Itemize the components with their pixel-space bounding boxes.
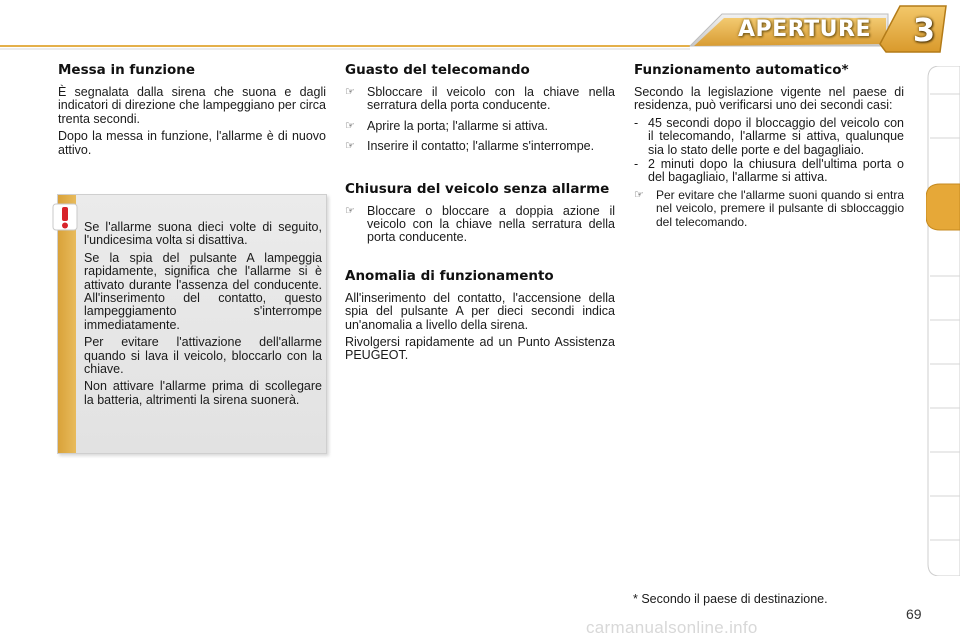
pointing-hand-icon: ☞ bbox=[345, 119, 355, 132]
paragraph: Non attivare l'allarme prima di scollegare la batteria, altrimenti la sirena suonerà. bbox=[84, 379, 322, 407]
warning-notebox bbox=[57, 194, 327, 454]
section-heading: Anomalia di funzionamento bbox=[345, 267, 554, 284]
paragraph: Se la spia del pulsante A lampeggia rapidamente, significa che l'allarme si è attivato durante l'assenza del conducente. All'inserimento del contatto, questo lampeggiamento s'interrompe immediatamente. bbox=[84, 250, 322, 332]
page-header bbox=[0, 0, 960, 60]
chapter-number: 3 bbox=[912, 11, 936, 49]
page-number: 69 bbox=[906, 606, 922, 622]
list-item: - 2 minuti dopo la chiusura dell'ultima porta o del bagagliaio, l'allarme si attiva. bbox=[634, 157, 904, 185]
pointing-hand-icon: ☞ bbox=[634, 188, 644, 201]
exclamation-warning-icon bbox=[52, 203, 78, 231]
left-column bbox=[58, 63, 326, 161]
pointing-hand-icon: ☞ bbox=[345, 204, 355, 217]
list-item: ☞ Bloccare o bloccare a doppia azione il veicolo con la chiave nella serratura della porta conducente. bbox=[345, 203, 615, 245]
section-heading: Messa in funzione bbox=[58, 62, 196, 78]
paragraph: Secondo la legislazione vigente nel paese di residenza, può verificarsi uno dei secondi casi: bbox=[634, 85, 904, 113]
list-item: ☞ Aprire la porta; l'allarme si attiva. bbox=[345, 118, 548, 133]
paragraph: È segnalata dalla sirena che suona e dagli indicatori di direzione che lampeggiano per circa trenta secondi. bbox=[58, 85, 326, 126]
paragraph: Rivolgersi rapidamente ad un Punto Assistenza PEUGEOT. bbox=[345, 335, 615, 363]
section-heading: Guasto del telecomando bbox=[345, 62, 530, 78]
chapter-title: APERTURE bbox=[738, 17, 871, 42]
right-column bbox=[634, 63, 904, 236]
paragraph: Per evitare l'attivazione dell'allarme quando si lava il veicolo, bloccarlo con la chiave. bbox=[84, 335, 322, 377]
middle-column bbox=[345, 63, 615, 367]
paragraph: All'inserimento del contatto, l'accensione della spia del pulsante A per dieci secondi indica un'anomalia a livello della sirena. bbox=[345, 290, 615, 332]
notebox-accent-bar bbox=[58, 195, 76, 453]
pointing-hand-icon: ☞ bbox=[345, 86, 355, 98]
watermark: carmanualsonline.info bbox=[586, 618, 758, 637]
paragraph: Se l'allarme suona dieci volte di seguito, l'undicesima volta si disattiva. bbox=[84, 220, 322, 248]
chapter-side-tabs[interactable] bbox=[926, 66, 960, 576]
list-item: ☞ Sbloccare il veicolo con la chiave nella serratura della porta conducente. bbox=[345, 85, 615, 113]
notebox-text bbox=[84, 221, 322, 411]
section-heading: Chiusura del veicolo senza allarme bbox=[345, 180, 610, 197]
pointing-hand-icon: ☞ bbox=[345, 140, 355, 153]
footnote: * Secondo il paese di destinazione. bbox=[633, 592, 828, 606]
section-heading: Funzionamento automatico* bbox=[634, 62, 849, 78]
list-item: ☞ Inserire il contatto; l'allarme s'interrompe. bbox=[345, 139, 595, 154]
list-item: - 45 secondi dopo il bloccaggio del veicolo con il telecomando, l'allarme si attiva, qualunque sia lo stato delle porte e del bagagliaio. bbox=[634, 115, 904, 157]
list-item: ☞ Per evitare che l'allarme suoni quando si entra nel veicolo, premere il pulsante di sbloccaggio del telecomando. bbox=[634, 187, 904, 229]
paragraph: Dopo la messa in funzione, l'allarme è di nuovo attivo. bbox=[58, 129, 326, 157]
